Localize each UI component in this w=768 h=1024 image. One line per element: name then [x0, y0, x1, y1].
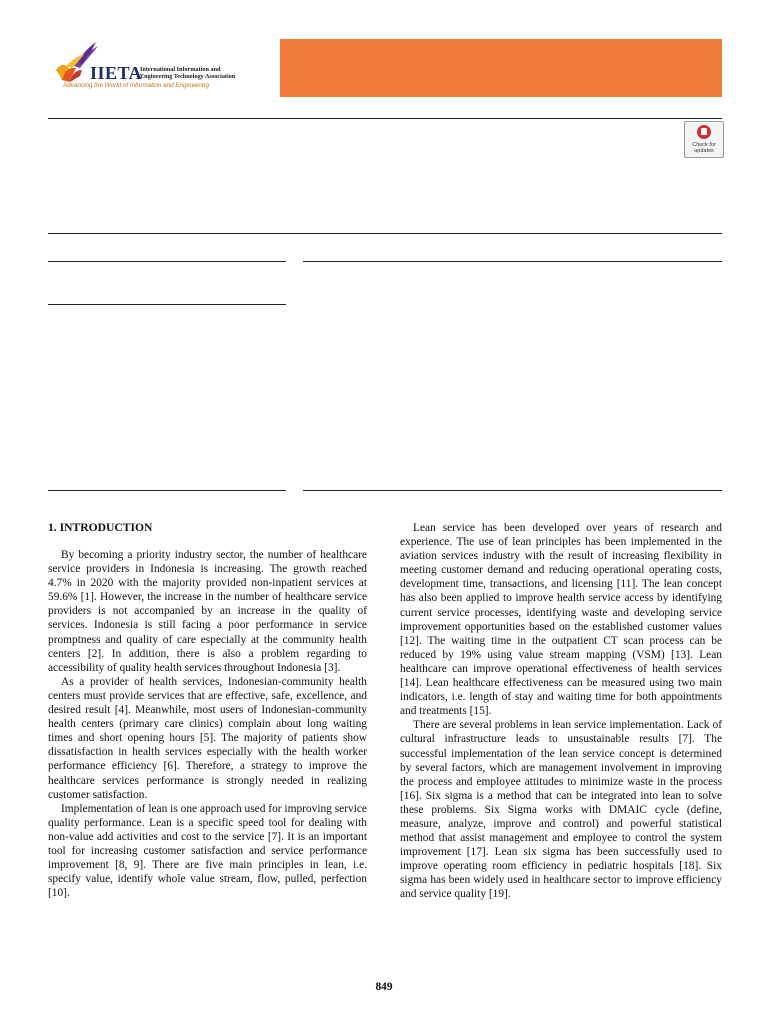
paragraph: By becoming a priority industry sector, the number of healthcare service providers in Indonesia is increasing. The growth reached 4.7% in 2020 with the majority provided non-inpatient services at 59.6% [1]. However, the increase in the number of healthcare service providers is not accompanied by an increase in the quality of services. Indonesia is still facing a poor performance in service promptness and quality of care especially at the community health centers [2]. In addition, there is also a problem regarding to accessibility of quality health services throughout Indonesia [3]. [48, 549, 367, 674]
check-for-updates-button[interactable] [684, 121, 724, 158]
title-top-rule [48, 118, 722, 119]
paragraph: As a provider of health services, Indonesian-community health centers must provide services that are effective, safe, excellence, and desired result [4]. Meanwhile, most users of Indonesian-community health centers (primary care clinics) complain about long waiting times and short opening hours [5]. The majority of patients show dissatisfaction in health services especially with the health worker performance efficiency [6]. Therefore, a strategy to improve the healthcare services performance is strongly needed in realizing customer satisfaction. [48, 675, 367, 801]
logo-tagline: Advancing the World of Information and Engineering [63, 82, 209, 89]
abstract-rule-top [303, 261, 722, 262]
left-column [48, 548, 367, 900]
paragraph: Lean service has been developed over years of research and experience. The use of lean principles has been implemented in the aviation services industry with the result of increasing flexibility in meeting customer demand and reducing operational operating costs, development time, transactions, and licensing [11]. The lean concept has also been applied to improve health service access by identifying current service processes, identifying waste and developing service improvement opportunities based on the established customer values [12]. The waiting time in the outpatient CT scan process can be reduced by 19% using value stream mapping (VSM) [13]. Lean healthcare can improve operational effectiveness of health services [14]. Lean healthcare effectiveness can be measured using two main indicators, i.e. length of stay and waiting time for both appointments and treatments [15]. [400, 522, 722, 718]
info-left-rule-mid [48, 304, 286, 305]
abstract-rule-bottom [303, 490, 722, 491]
logo-acronym: IIETA [90, 63, 143, 83]
crossmark-icon [697, 125, 711, 139]
page-number: 849 [375, 981, 393, 993]
logo-wordmark [90, 63, 236, 84]
check-for-updates-label: Check for updates [692, 142, 716, 154]
right-column [400, 521, 722, 902]
info-left-rule-bottom [48, 490, 286, 491]
paragraph: Implementation of lean is one approach used for improving service quality performance. Lean is a specific speed tool for dealing with non-value add activities and cost to the service [7]. It is an important tool for increasing customer satisfaction and service performance improvement [8, 9]. There are five main principles in lean, i.e. specify value, identify whole value stream, flow, pulled, perfection [10]. [48, 802, 367, 900]
header-orange-band [280, 39, 722, 97]
info-left-rule-top [48, 261, 286, 262]
logo-org-name: International Information and Engineering Technology Association [140, 66, 236, 80]
paragraph: There are several problems in lean service implementation. Lack of cultural infrastructure leads to unsustainable results [7]. The successful implementation of the lean service concept is determined by several factors, which are management involvement in improving the process and employee attitudes to minimize waste in the process [16]. Six sigma is a method that can be integrated into lean to solve these problems. Six Sigma works with DMAIC cycle (define, measure, analyze, improve and control) and powerful statistical method that assist management and employee to control the system improvement [17]. Lean six sigma has been successfully used to improve operating room efficiency in pediatric hospitals [18]. Six sigma has been widely used in healthcare sector to improve efficiency and service quality [19]. [400, 719, 722, 901]
title-bottom-rule [48, 233, 722, 234]
section-heading: 1. INTRODUCTION [48, 521, 153, 534]
